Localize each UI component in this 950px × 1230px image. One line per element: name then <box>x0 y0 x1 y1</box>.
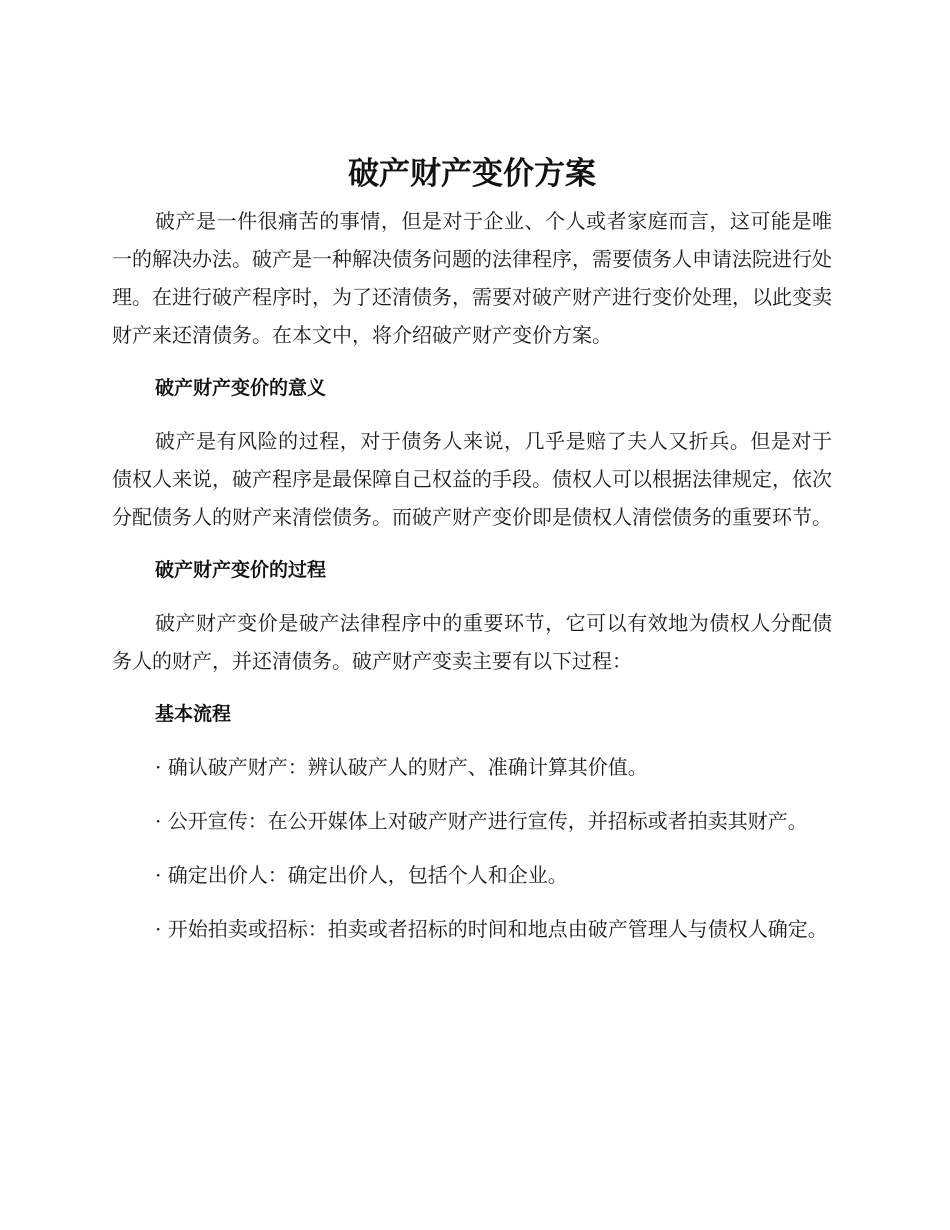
document-page <box>112 148 832 964</box>
section-heading-process: 破产财产变价的过程 <box>155 559 327 581</box>
list-item: · 开始拍卖或招标：拍卖或者招标的时间和地点由破产管理人与债权人确定。 <box>155 917 828 941</box>
document-title: 破产财产变价方案 <box>348 156 596 192</box>
list-item: · 确认破产财产：辨认破产人的财产、准确计算其价值。 <box>155 755 648 779</box>
intro-paragraph: 破产是一件很痛苦的事情，但是对于企业、个人或者家庭而言，这可能是唯一的解决办法。破产是一种解决债务问题的法律程序，需要债务人申请法院进行处理。在进行破产程序时，为了还清债务，需要对破产财产进行变价处理，以此变卖财产来还清债务。在本文中，将介绍破产财产变价方案。 <box>112 209 832 347</box>
section-heading-basic-flow: 基本流程 <box>155 703 232 725</box>
list-item: · 公开宣传：在公开媒体上对破产财产进行宣传，并招标或者拍卖其财产。 <box>155 809 808 833</box>
section-heading-significance: 破产财产变价的意义 <box>155 377 327 399</box>
significance-paragraph: 破产是有风险的过程，对于债务人来说，几乎是赔了夫人又折兵。但是对于债权人来说，破产程序是最保障自己权益的手段。债权人可以根据法律规定，依次分配债务人的财产来清偿债务。而破产财产变价即是债权人清偿债务的重要环节。 <box>112 429 832 529</box>
process-paragraph: 破产财产变价是破产法律程序中的重要环节，它可以有效地为债权人分配债务人的财产，并还清债务。破产财产变卖主要有以下过程： <box>112 611 832 673</box>
list-item: · 确定出价人：确定出价人，包括个人和企业。 <box>155 863 568 887</box>
